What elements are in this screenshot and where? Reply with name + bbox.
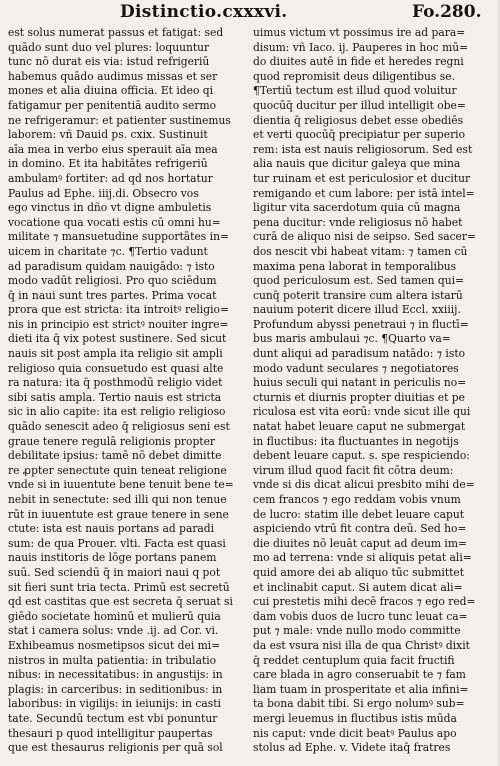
text-line: nis caput: vnde dicit beatꝰ Paulus apo [253, 726, 457, 740]
text-line: stat i camera solus: vnde .ij. ad Cor. vi. [8, 624, 219, 638]
text-line: laboribus: in vigilijs: in ieiunijs: in casti [8, 697, 221, 711]
text-line: cunq̄ poterit transire cum altera istarū [253, 288, 463, 302]
text-line: dam vobis duos de lucro tunc leuat ca= [253, 609, 468, 623]
text-line: militate ⁊ mansuetudine supportātes in= [8, 230, 229, 244]
text-line: et verti quocūq̄ precipiatur per superio [253, 128, 466, 142]
text-line: da est vsura nisi illa de qua Christꝰ dixit [253, 638, 470, 652]
text-line: sibi satis ampla. Tertio nauis est stricta [8, 390, 222, 404]
text-line: est solus numerat passus et fatigat: sed [8, 26, 224, 39]
text-line: aīa mea in verbo eius sperauit aīa mea [8, 142, 218, 156]
text-line: pena ducitur: vnde religiosus nō habet [253, 215, 463, 229]
text-line: ego vinctus in dño vt digne ambuletis [8, 201, 212, 215]
text-line: Exhibeamus nosmetipsos sicut dei mi= [8, 638, 221, 652]
text-line: nibus: in necessitatibus: in angustijs: in [8, 668, 223, 682]
text-line: vnde si dis dicat alicui presbito mihi de= [253, 478, 475, 492]
text-line: Paulus ad Ephe. iiij.di. Obsecro vos [8, 186, 199, 200]
text-line: Profundum abyssi penetraui ⁊ in fluctī= [253, 317, 469, 331]
text-line: graue tenere regulā religionis propter [8, 434, 216, 448]
text-line: quid amore dei ab aliquo tūc submittet [253, 565, 465, 579]
text-line: bus maris ambulaui ⁊c. ¶Quarto va= [253, 332, 451, 346]
text-line: qd est castitas que est secreta q̄ seruat si [8, 595, 233, 609]
text-line: debent leuare caput. s. spe respiciendo: [253, 449, 470, 463]
text-line: laborem: vñ Dauid ps. cxix. Sustinuit [8, 128, 208, 142]
text-line: ta bona dabit tibi. Si ergo nolumꝰ sub= [253, 697, 465, 711]
text-line: curā de aliquo nisi de seipso. Sed sacer= [253, 230, 476, 244]
text-line: riculosa est vita eorū: vnde sicut ille qui [253, 405, 471, 419]
text-line: quod periculosum est. Sed tamen qui= [253, 274, 464, 288]
text-line: vocatione qua vocati estis cū omni hu= [8, 215, 221, 229]
text-line: in fluctibus: ita fluctuantes in negotijs [253, 434, 459, 448]
text-line: nis in principio est strictꝰ nouiter ingre= [8, 317, 229, 331]
text-line: sum: de qua Prouer. vlti. Facta est quasi [8, 536, 226, 550]
text-line: disum: vñ Iaco. ij. Pauperes in hoc mū= [253, 40, 469, 54]
text-line: alia nauis que dicitur galeya que mina [253, 157, 461, 171]
text-line: do diuites autē in fide et heredes regni [253, 55, 464, 69]
text-line: giēdo societate hominū et mulierū quia [8, 609, 221, 623]
text-line: ra natura: ita q̄ posthmodū religio videt [8, 376, 223, 390]
text-line: care blada in agro conseruabit te ⁊ fam [253, 668, 466, 682]
text-line: mones et alia diuina officia. Et ideo qi [8, 84, 214, 98]
text-line: mergi leuemus in fluctibus istis mūda [253, 711, 457, 725]
text-line: natat habet leuare caput ne submergat [253, 420, 466, 434]
page-edge [496, 0, 500, 766]
text-line: maxima pena laborat in temporalibus [253, 259, 457, 273]
text-line: stolus ad Ephe. v. Videte itaq̄ fratres [253, 741, 451, 755]
text-line: in domino. Et ita habitātes refrigeriū [8, 157, 208, 171]
text-line: debilitate ipsius: tamē nō debet dimitte [8, 449, 222, 463]
text-line: uicem in charitate ⁊c. ¶Tertio vadunt [8, 244, 208, 258]
text-line: q̄ in naui sunt tres partes. Prima vocat [8, 288, 217, 302]
text-line: liam tuam in prosperitate et alia infini= [253, 682, 469, 696]
text-line: rem: ista est nauis religiosorum. Sed est [253, 142, 473, 156]
text-line: de lucro: statim ille debet leuare caput [253, 507, 464, 521]
text-line: die diuites nō leuāt caput ad deum im= [253, 536, 467, 550]
text-line: cui prestetis mihi decē fracos ⁊ ego red= [253, 595, 476, 609]
text-line: ctute: ista est nauis portans ad paradi [8, 522, 215, 536]
text-line: religioso quia consuetudo est quasi alte [8, 361, 224, 375]
text-line: quādo senescit adeo q̄ religiosus seni est [8, 420, 230, 434]
text-line: nauis sit post ampla ita religio sit ampli [8, 347, 223, 361]
text-line: mo ad terrena: vnde si aliquis petat ali= [253, 551, 472, 565]
text-line: fatigamur per penitentiā audito sermo [8, 98, 217, 112]
text-line: virum illud quod facit fit cōtra deum: [253, 463, 454, 477]
text-line: ¶Tertiū tectum est illud quod voluitur [253, 84, 457, 98]
text-line: ambulamꝰ fortiter: ad qd nos hortatur [8, 171, 213, 185]
text-line: dieti ita q̄ vix potest sustinere. Sed sicut [8, 332, 227, 346]
text-line: quod repromisit deus diligentibus se. [253, 69, 455, 83]
text-line: ligitur vita sacerdotum quia cū magna [253, 201, 461, 215]
text-line: modo vadūt religiosi. Pro quo sciēdum [8, 274, 217, 288]
text-line: ne refrigeramur: et patienter sustinemus [8, 113, 231, 127]
text-line: re ꝓpter senectute quin teneat religione [8, 463, 227, 477]
text-line: sic in alio capite: ita est religio religioso [8, 405, 226, 419]
text-line: tate. Secundū tectum est vbi ponuntur [8, 711, 218, 725]
text-line: tunc nō durat eis via: istud refrigeriū [8, 55, 210, 69]
text-line: rūt in iuuentute est graue tenere in sene [8, 507, 229, 521]
text-line: cem francos ⁊ ego reddam vobis vnum [253, 493, 461, 506]
page-header [0, 0, 500, 24]
text-line: put ⁊ male: vnde nullo modo committe [253, 624, 461, 638]
text-line: vnde si in iuuentute bene tenuit bene te= [8, 478, 234, 492]
text-line: nistros in multa patientia: in tribulatio [8, 653, 217, 667]
text-line: dos nescit vbi habeat vitam: ⁊ tamen cū [253, 244, 468, 258]
text-line: et inclinabit caput. Si autem dicat ali= [253, 580, 463, 594]
text-column-left [8, 26, 240, 756]
text-line: quocūq̄ ducitur per illud intelligit obe= [253, 98, 466, 112]
text-line: prora que est stricta: ita introitꝰ religio= [8, 303, 229, 317]
text-line: habemus quādo audimus missas et ser [8, 69, 218, 83]
text-line: dunt aliqui ad paradisum natādo: ⁊ isto [253, 347, 466, 361]
folio-number: Fo.280. [412, 2, 482, 22]
text-line: plagis: in carceribus: in seditionibus: in [8, 682, 223, 696]
text-line: ad paradisum quidam nauigādo: ⁊ isto [8, 259, 215, 273]
text-line: suū. Sed sciendū q̄ in maiori naui q pot [8, 565, 221, 579]
text-line: nauium poterit dicere illud Eccl. xxiiij. [253, 303, 461, 317]
text-line: q̄ reddet centuplum quia facit fructifi [253, 653, 455, 667]
text-line: remigando et cum labore: per istā intel= [253, 186, 475, 200]
text-line: tur ruinam et est periculosior et ducitur [253, 171, 471, 185]
text-line: modo vadunt seculares ⁊ negotiatores [253, 361, 459, 375]
text-line: aspiciendo vtrū fit contra deū. Sed ho= [253, 522, 467, 536]
text-line: sit fieri sunt tria tecta. Primū est secretū [8, 580, 230, 594]
text-line: nebit in senectute: sed illi qui non tenue [8, 493, 227, 506]
text-line: nauis institoris de lōge portans panem [8, 551, 217, 565]
text-line: cturnis et diurnis propter diuitias et pe [253, 390, 465, 404]
text-line: que est thesaurus religionis per quā sol [8, 741, 223, 755]
running-title: Distinctio.cxxxvi. [120, 2, 288, 22]
text-line: quādo sunt duo vel plures: loquuntur [8, 40, 210, 54]
text-line: thesauri p quod intelligitur paupertas [8, 726, 213, 740]
text-line: huius seculi qui natant in periculis no= [253, 376, 467, 390]
text-line: uimus victum vt possimus ire ad para= [253, 26, 466, 39]
text-column-right [253, 26, 493, 756]
text-line: dientia q̄ religiosus debet esse obediēs [253, 113, 464, 127]
